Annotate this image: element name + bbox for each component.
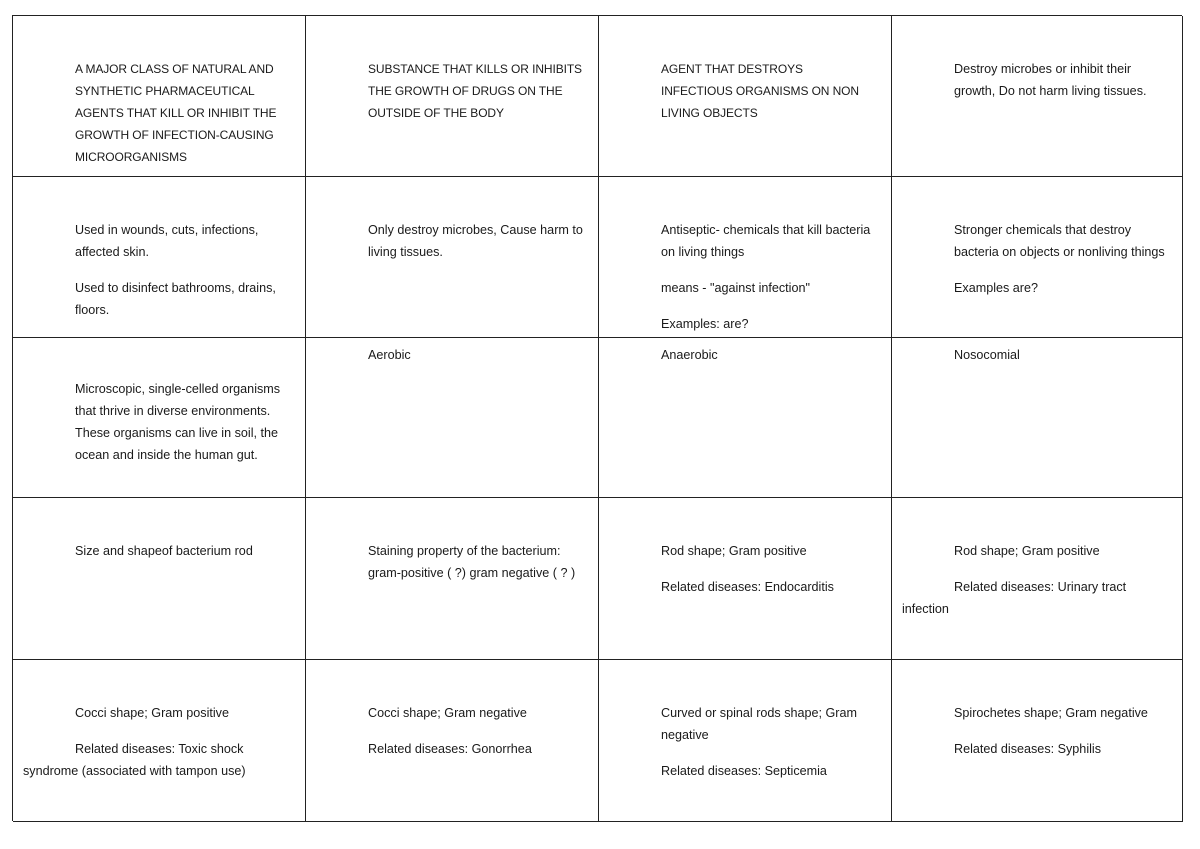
card-text: Used in wounds, cuts, infections, affected skin. [75,223,259,259]
card-cocci-gonorrhea [306,660,599,822]
card-text: Anaerobic [661,348,718,362]
card-text: Rod shape; Gram positive [954,544,1100,558]
card-text: Curved or spinal rods shape; Gram negative [661,706,857,742]
card-text: Cocci shape; Gram positive [75,706,229,720]
card-text: Related diseases: Gonorrhea [368,742,532,756]
card-text: Related diseases: Syphilis [954,742,1102,756]
card-curved-septicemia [599,660,892,822]
card-antiseptic-meaning [599,177,892,338]
card-text: Used to disinfect bathrooms, drains, floors. [75,281,276,317]
card-nosocomial [892,338,1183,498]
card-antiseptic-definition [306,16,599,177]
card-rod-uti [892,498,1183,660]
card-antibiotics-definition [13,16,306,177]
card-text: SUBSTANCE THAT KILLS OR INHIBITS THE GROWTH OF DRUGS ON THE OUTSIDE OF THE BODY [368,62,582,120]
card-text: Only destroy microbes, Cause harm to living tissues. [368,223,583,259]
card-text: Rod shape; Gram positive [661,544,807,558]
card-text: Cocci shape; Gram negative [368,706,527,720]
card-text: means - "against infection" [661,281,810,295]
card-disinfectant-properties [306,177,599,338]
card-text: Examples: are? [661,317,749,331]
card-text: Spirochetes shape; Gram negative [954,706,1148,720]
card-text: Examples are? [954,281,1038,295]
card-text: Related diseases: Toxic shock syndrome (associated with tampon use) [23,742,246,778]
card-rod-endocarditis [599,498,892,660]
card-anaerobic [599,338,892,498]
flashcard-grid [12,15,1182,821]
card-text: Nosocomial [954,348,1020,362]
card-text: Related diseases: Endocarditis [661,580,834,594]
card-bacteria-definition [13,338,306,498]
card-cocci-toxic-shock [13,660,306,822]
card-text: Stronger chemicals that destroy bacteria on objects or nonliving things [954,223,1165,259]
card-text: AGENT THAT DESTROYS INFECTIOUS ORGANISMS ON NON LIVING OBJECTS [661,62,859,120]
card-text: Microscopic, single-celled organisms that thrive in diverse environments. These organisms can live in soil, the ocean and inside the human gut. [75,382,281,462]
card-disinfectant-meaning [892,177,1183,338]
card-disinfectant-definition [599,16,892,177]
card-text: Related diseases: Septicemia [661,764,827,778]
card-text: Related diseases: Urinary tract infection [902,580,1127,616]
card-text: Aerobic [368,348,411,362]
card-antiseptic-properties [892,16,1183,177]
card-uses [13,177,306,338]
card-aerobic [306,338,599,498]
card-text: Antiseptic- chemicals that kill bacteria on living things [661,223,871,259]
card-text: A MAJOR CLASS OF NATURAL AND SYNTHETIC PHARMACEUTICAL AGENTS THAT KILL OR INHIBIT THE GROWTH OF INFECTION-CAUSING MICROORGANISMS [75,62,277,164]
card-spirochetes-syphilis [892,660,1183,822]
card-text: Size and shapeof bacterium rod [75,544,253,558]
card-staining-property [306,498,599,660]
card-text: Destroy microbes or inhibit their growth, Do not harm living tissues. [954,62,1147,98]
card-size-shape [13,498,306,660]
card-text: Staining property of the bacterium: gram-positive ( ?) gram negative ( ? ) [368,544,576,580]
